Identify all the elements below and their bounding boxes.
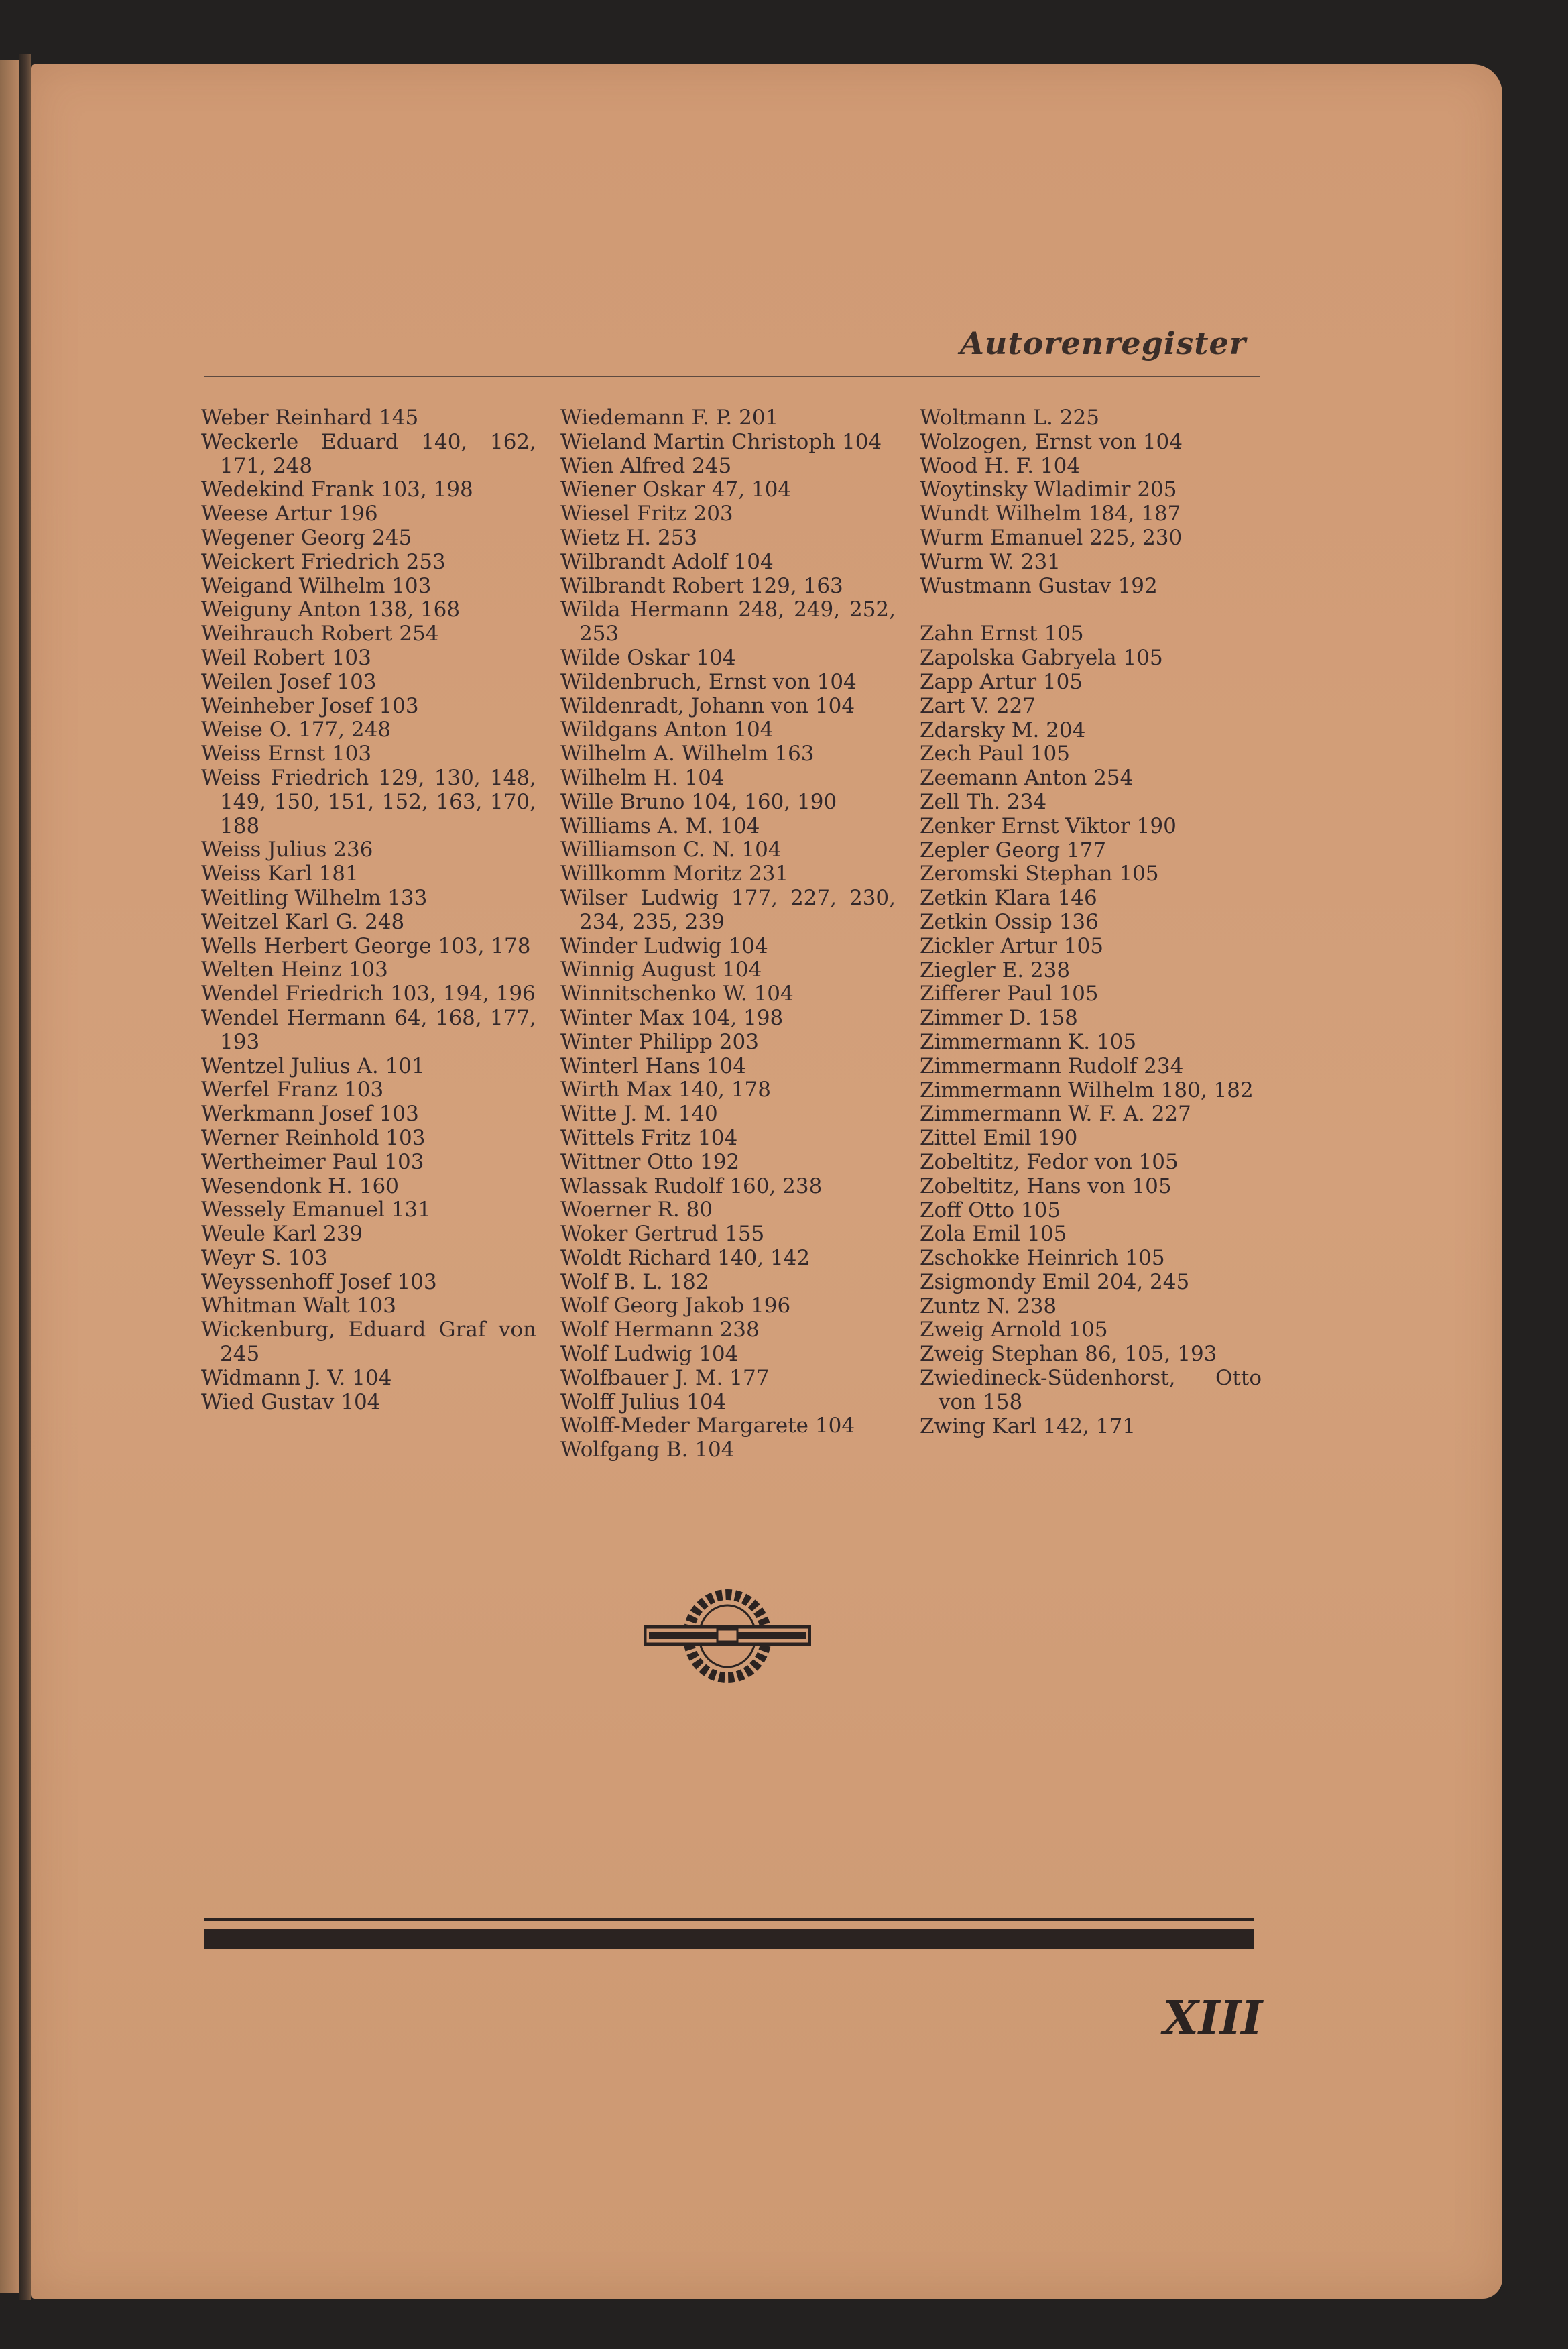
index-entry: Werner Reinhold 103 [201,1125,426,1150]
index-entry: Woker Gertrud 155 [560,1222,765,1247]
index-entry: Ziegler E. 238 [920,958,1071,982]
index-entry: Weese Artur 196 [201,502,378,526]
index-entry: Wolf B. L. 182 [560,1269,709,1294]
index-entry: Werkmann Josef 103 [201,1102,419,1127]
index-entry: Woldt Richard 140, 142 [560,1245,810,1270]
index-entry: Wurm W. 231 [920,549,1061,574]
index-entry: Wille Bruno 104, 160, 190 [560,789,837,814]
index-entry: Witte J. M. 140 [560,1102,718,1127]
footer-rule-thick [204,1929,1254,1949]
index-entry: Zschokke Heinrich 105 [920,1246,1165,1271]
index-entry: Wittner Otto 192 [560,1149,740,1174]
index-entry: Woltmann L. 225 [920,406,1099,430]
index-gap [920,598,1262,622]
index-entry: Weiss Julius 236 [201,838,373,862]
index-entry: Zapolska Gabryela 105 [920,646,1163,671]
running-header: Autorenregister [960,325,1246,361]
index-entry: Widmann J. V. 104 [201,1365,392,1390]
index-column-1 [201,406,536,1414]
index-entry: Wien Alfred 245 [560,453,732,478]
index-entry: Weber Reinhard 145 [201,406,419,430]
index-entry: Weiss Ernst 103 [201,742,372,766]
index-entry: Zech Paul 105 [920,742,1070,766]
index-entry: Wessely Emanuel 131 [201,1198,431,1222]
index-entry: Wolf Hermann 238 [560,1318,760,1342]
index-entry: Wildenradt, Johann von 104 [560,693,855,718]
index-entry: Wolf Georg Jakob 196 [560,1294,791,1318]
index-entry: Wolfgang B. 104 [560,1438,735,1463]
index-entry: Whitman Walt 103 [201,1294,396,1318]
index-entry: Zweig Arnold 105 [920,1318,1108,1342]
index-entry: Zart V. 227 [920,693,1036,718]
index-entry: Wilhelm A. Wilhelm 163 [560,742,815,766]
index-entry: Weyssenhoff Josef 103 [201,1269,437,1294]
index-entry: Wiedemann F. P. 201 [560,406,779,430]
index-entry: Zimmermann Wilhelm 180, 182 [920,1078,1254,1102]
index-entry: Winter Philipp 203 [560,1029,759,1054]
index-entry: Wundt Wilhelm 184, 187 [920,502,1181,526]
index-entry: Zickler Artur 105 [920,933,1104,958]
index-entry: Zeromski Stephan 105 [920,862,1159,886]
header-rule [204,376,1260,377]
index-entry: Wertheimer Paul 103 [201,1149,424,1174]
index-entry: Winterl Hans 104 [560,1053,747,1078]
index-entry: Wilbrandt Adolf 104 [560,549,774,574]
index-entry: Wildgans Anton 104 [560,718,774,742]
index-entry: Wieland Martin Christoph 104 [560,429,882,454]
index-entry: Wurm Emanuel 225, 230 [920,525,1183,550]
index-entry: Zimmermann K. 105 [920,1029,1137,1054]
index-entry: Wiesel Fritz 203 [560,502,733,526]
index-entry: Wickenburg, Eduard Graf von 245 [201,1318,536,1367]
index-entry: Wilbrandt Robert 129, 163 [560,573,843,598]
index-entry: Wlassak Rudolf 160, 238 [560,1173,823,1198]
index-entry: Wilde Oskar 104 [560,645,736,670]
index-column-3 [920,406,1262,1438]
index-entry: Wells Herbert George 103, 178 [201,933,531,958]
index-entry: Welten Heinz 103 [201,958,388,982]
index-entry: Zenker Ernst Viktor 190 [920,813,1177,838]
book-spine [19,54,31,2300]
index-entry: Wustmann Gustav 192 [920,573,1158,598]
index-entry: Zola Emil 105 [920,1222,1067,1247]
index-entry: Weule Karl 239 [201,1222,363,1247]
index-entry: Zetkin Ossip 136 [920,909,1099,934]
index-entry: Willkomm Moritz 231 [560,862,789,886]
index-entry: Weil Robert 103 [201,645,371,670]
index-entry: Zapp Artur 105 [920,669,1083,694]
wreath-emblem-icon [644,1588,811,1685]
index-entry: Wirth Max 140, 178 [560,1078,771,1102]
index-entry: Zuntz N. 238 [920,1294,1057,1318]
index-entry: Wesendonk H. 160 [201,1173,399,1198]
index-entry: Zobeltitz, Fedor von 105 [920,1149,1179,1174]
index-entry: Zell Th. 234 [920,789,1047,814]
index-entry: Wilser Ludwig 177, 227, 230, 234, 235, 239 [560,885,896,934]
index-entry: Wietz H. 253 [560,525,698,550]
index-entry: Wendel Friedrich 103, 194, 196 [201,982,536,1007]
index-entry: Winnig August 104 [560,958,762,982]
index-entry: Zifferer Paul 105 [920,982,1099,1007]
index-entry: Wolfbauer J. M. 177 [560,1365,770,1390]
left-page-edge [0,60,19,2293]
index-entry: Wood H. F. 104 [920,453,1081,478]
index-entry: Zeemann Anton 254 [920,766,1134,791]
index-entry: Winter Max 104, 198 [560,1005,784,1030]
index-entry: Wolff Julius 104 [560,1389,727,1414]
index-entry: Williams A. M. 104 [560,813,760,838]
index-entry: Weitzel Karl G. 248 [201,909,405,934]
index-entry: Weiss Friedrich 129, 130, 148, 149, 150, 151, 152, 163, 170, 188 [201,765,536,838]
index-entry: Zittel Emil 190 [920,1126,1078,1151]
index-entry: Zweig Stephan 86, 105, 193 [920,1342,1217,1367]
index-entry: Wentzel Julius A. 101 [201,1053,425,1078]
index-entry: Wolf Ludwig 104 [560,1342,739,1367]
index-entry: Wolzogen, Ernst von 104 [920,429,1183,454]
index-entry: Weigand Wilhelm 103 [201,573,432,598]
index-entry: Wilhelm H. 104 [560,765,725,790]
index-entry: Weise O. 177, 248 [201,718,391,742]
page-number: XIII [1163,1992,1263,2045]
index-entry: Zobeltitz, Hans von 105 [920,1173,1172,1198]
index-column-2 [560,406,896,1463]
footer-rule-thin [204,1918,1254,1921]
index-entry: Wilda Hermann 248, 249, 252, 253 [560,597,896,646]
index-entry: Weitling Wilhelm 133 [201,885,428,910]
index-entry: Williamson C. N. 104 [560,838,782,862]
index-entry: Zwing Karl 142, 171 [920,1414,1136,1438]
index-entry: Weyr S. 103 [201,1245,328,1270]
index-entry: Wied Gustav 104 [201,1389,381,1414]
index-entry: Zoff Otto 105 [920,1198,1061,1222]
index-entry: Weiguny Anton 138, 168 [201,597,461,622]
index-entry: Wolff-Meder Margarete 104 [560,1414,855,1438]
index-entry: Wittels Fritz 104 [560,1125,738,1150]
index-entry: Zimmermann W. F. A. 227 [920,1102,1191,1127]
index-entry: Zahn Ernst 105 [920,622,1084,646]
index-entry: Woerner R. 80 [560,1198,713,1222]
index-entry: Zimmermann Rudolf 234 [920,1053,1184,1078]
index-entry: Zwiedineck-Südenhorst, Otto von 158 [920,1366,1262,1414]
index-entry: Wedekind Frank 103, 198 [201,477,473,502]
index-entry: Zepler Georg 177 [920,838,1107,862]
index-entry: Weiss Karl 181 [201,862,359,886]
index-entry: Wegener Georg 245 [201,525,412,550]
index-entry: Weickert Friedrich 253 [201,549,446,574]
index-entry: Winder Ludwig 104 [560,933,768,958]
index-entry: Werfel Franz 103 [201,1078,384,1102]
index-entry: Woytinsky Wladimir 205 [920,477,1177,502]
index-entry: Zetkin Klara 146 [920,886,1097,911]
index-entry: Wendel Hermann 64, 168, 177, 193 [201,1005,536,1054]
index-entry: Zsigmondy Emil 204, 245 [920,1269,1190,1294]
index-entry: Winnitschenko W. 104 [560,982,794,1007]
index-entry: Zdarsky M. 204 [920,718,1086,742]
index-entry: Weihrauch Robert 254 [201,622,439,646]
index-entry: Weinheber Josef 103 [201,693,419,718]
index-entry: Weckerle Eduard 140, 162, 171, 248 [201,429,536,478]
index-entry: Wildenbruch, Ernst von 104 [560,669,857,694]
index-entry: Weilen Josef 103 [201,669,377,694]
index-entry: Wiener Oskar 47, 104 [560,477,792,502]
index-entry: Zimmer D. 158 [920,1006,1078,1031]
